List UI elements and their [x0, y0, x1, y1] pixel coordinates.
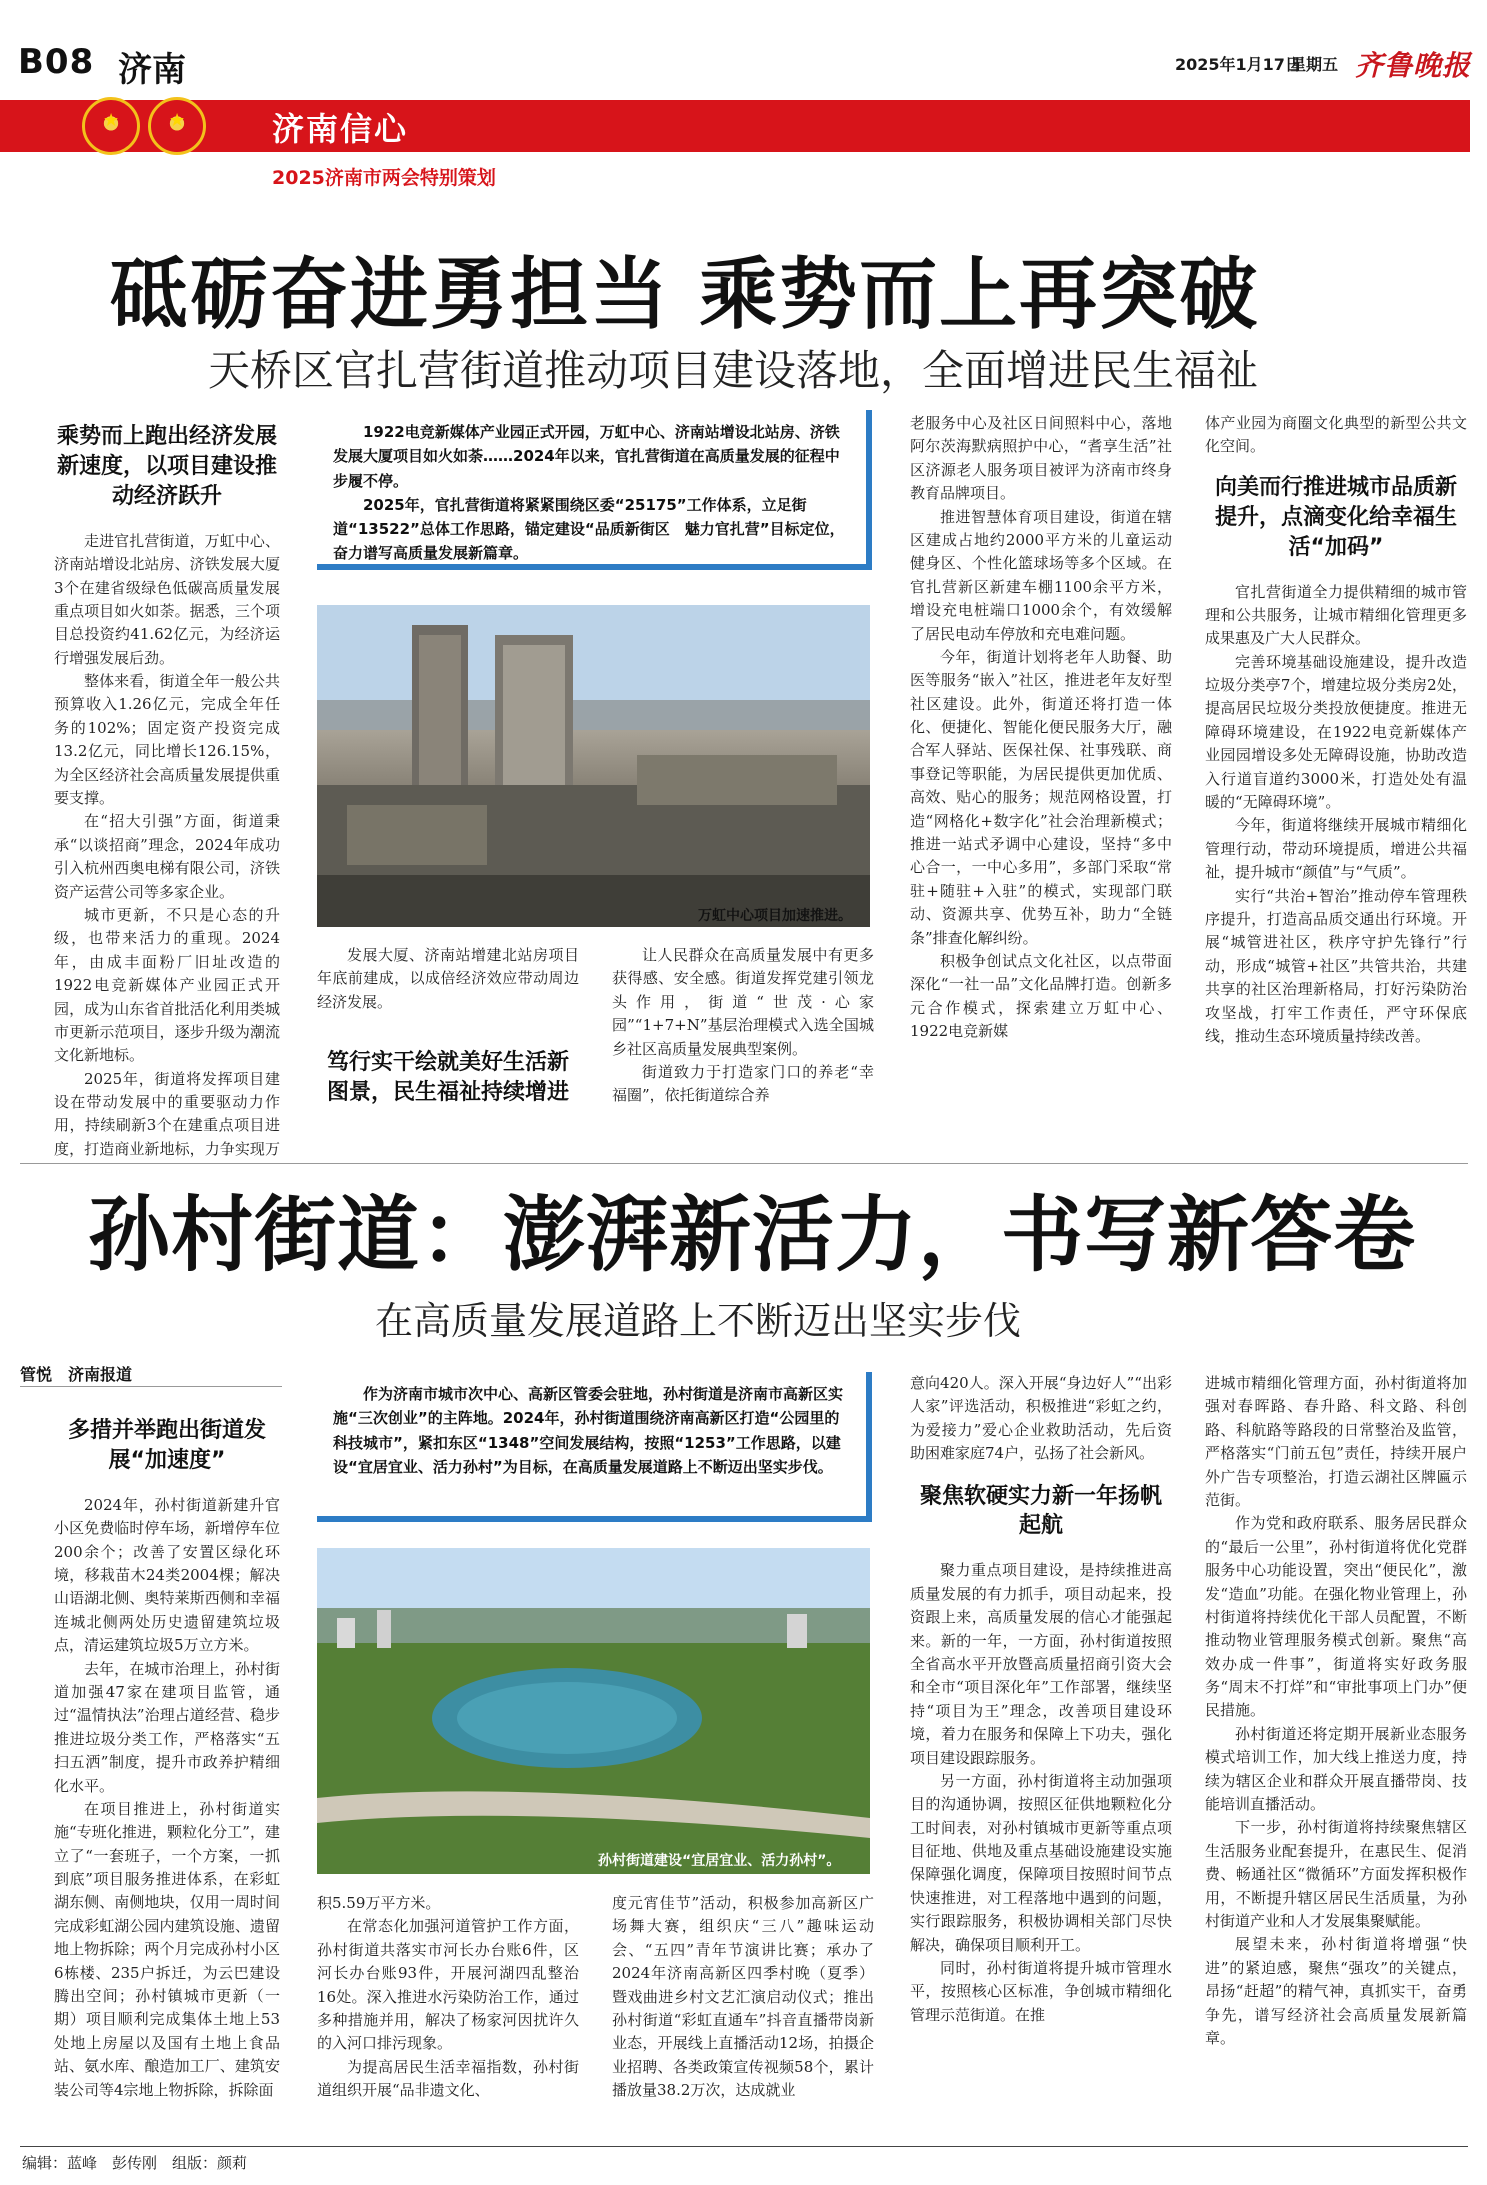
story1-column-2 [317, 944, 579, 1159]
newspaper-masthead: 齐鲁晚报 [1355, 49, 1472, 82]
section-banner [0, 100, 1470, 152]
story2-paragraph: 进城市精细化管理方面，孙村街道将加强对春晖路、春升路、科文路、科创路、科航路等路段的日常整治及监管，严格落实“门前五包”责任，持续开展户外广告专项整治，打造云湖社区牌匾示范街。 [1205, 1374, 1467, 1509]
story1-paragraph: 在“招大引强”方面，街道秉承“以谈招商”理念，2024年成功引入杭州西奥电梯有限公司，济铁资产运营公司等多家企业。 [54, 812, 280, 901]
story-divider [20, 1163, 1468, 1164]
story2-column-1 [54, 1412, 280, 2136]
story1-paragraph: 推进智慧体育项目建设，街道在辖区建成占地约2000平方米的儿童运动健身区、个性化篮球场等多个区域。在官扎营新区新建车棚1100余平方米，增设充电桩端口1000余个，有效缓解了居民电动车停放和充电难问题。 [910, 507, 1172, 643]
editor-credits: 编辑：蓝峰 彭传刚 组版：颜莉 [22, 2154, 248, 2172]
story2-paragraph: 在常态化加强河道管护工作方面，孙村街道共落实市河长办台账6件，区河长办台账93件，开展河湖四乱整治16处。深入推进水污染防治工作，通过多种措施并用，解决了杨家河因扰许久的入河口排污现象。 [317, 1917, 579, 2053]
story1-lead-para: 1922电竞新媒体产业园正式开园，万虹中心、济南站增设北站房、济铁发展大厦项目如火如荼……2024年以来，官扎营街道在高质量发展的征程中步履不停。 [333, 423, 840, 490]
story1-lead-para: 2025年，官扎营街道将紧紧围绕区委“25175”工作体系，立足街道“13522”总体工作思路，锚定建设“品质新街区 魅力官扎营”目标定位，奋力谱写高质量发展新篇章。 [333, 495, 845, 563]
story2-lead-box [317, 1372, 872, 1522]
story1-col1-subheading: 乘势而上跑出经济发展新速度，以项目建设推动经济跃升 [56, 424, 277, 509]
story1-paragraph: 体产业园为商圈文化典型的新型公共文化空间。 [1205, 414, 1467, 456]
story1-column-1 [54, 418, 280, 1158]
story2-paragraph: 积5.59万平方米。 [317, 1894, 441, 1912]
footer-divider [20, 2146, 1468, 2147]
story2-col4-subheading: 聚焦软硬实力新一年扬帆起航 [919, 1483, 1162, 1539]
story2-paragraph: 2024年，孙村街道新建升官小区免费临时停车场，新增停车位200余个；改善了安置区绿化环境，移栽苗木24类2004棵；解决山语湖北侧、奥特莱斯西侧和幸福连城北侧两处历史遗留建筑垃圾点，清运建筑垃圾5万立方米。 [54, 1495, 280, 1655]
story1-paragraph: 老服务中心及社区日间照料中心，落地阿尔茨海默病照护中心，“耆享生活”社区济源老人服务项目被评为济南市终身教育品牌项目。 [910, 414, 1172, 503]
story2-column-5 [1205, 1372, 1467, 2136]
story2-paragraph: 在项目推进上，孙村街道实施“专班化推进，颗粒化分工”，建立了“一套班子，一个方案，一抓到底”项目服务推进体系，在彩虹湖东侧、南侧地块，仅用一周时间完成彩虹湖公园内建筑设施、遗留地上物拆除；两个月完成孙村小区6栋楼、235户拆迁，为云巴建设腾出空间；孙村镇城市更新（一期）项目顺利完成集体土地上53处地上房屋以及国有土地上食品站、氨水库、酿造加工厂、建筑安装公司等4宗地上物拆除，拆除面 [54, 1799, 280, 2099]
byline-divider [20, 1386, 282, 1387]
story2-byline: 管悦 济南报道 [20, 1365, 133, 1384]
story2-lead-para: 作为济南市城市次中心、高新区管委会驻地，孙村街道是济南市高新区实施“三次创业”的主阵地。2024年，孙村街道围绕济南高新区打造“公园里的科技城市”，紧扣东区“1348”空间发展结构，按照“1253”工作思路，以建设“宜居宜业、活力孙村”为目标，在高质量发展道路上不断迈出坚实步伐。 [333, 1385, 844, 1476]
story1-col5-subheading: 向美而行推进城市品质新提升，点滴变化给幸福生活“加码” [1214, 474, 1457, 560]
story1-paragraph: 让人民群众在高质量发展中有更多获得感、安全感。街道发挥党建引领龙头作用，街道“世茂·心家园”“1+7+N”基层治理模式入选全国城乡社区高质量发展典型案例。 [612, 946, 874, 1058]
story1-photo-caption: 万虹中心项目加速推进。 [698, 908, 852, 924]
story1-paragraph: 走进官扎营街道，万虹中心、济南站增设北站房、济铁发展大厦3个在建省级绿色低碳高质量发展重点项目如火如荼。据悉，三个项目总投资约41.62亿元，为经济运行增强发展后劲。 [54, 531, 280, 667]
story2-paragraph: 作为党和政府联系、服务居民群众的“最后一公里”，孙村街道将优化党群服务中心功能设置，突出“便民化”，激发“造血”功能。在强化物业管理上，孙村街道将持续优化干部人员配置，不断推动物业管理服务模式创新。聚焦“高效办成一件事”，街道将实好政务服务“周末不打烊”和“审批事项上门办”便民措施。 [1205, 1514, 1467, 1720]
story2-paragraph: 下一步，孙村街道将持续聚焦辖区生活服务业配套提升，在惠民生、促消费、畅通社区“微循环”方面发挥积极作用，不断提升辖区居民生活质量，为孙村街道产业和人才发展集聚赋能。 [1205, 1818, 1467, 1930]
story2-paragraph: 去年，在城市治理上，孙村街道加强47家在建项目监管，通过“温情执法”治理占道经营、稳步推进垃圾分类工作，严格落实“五扫五洒”制度，提升市政养护精细化水平。 [54, 1659, 280, 1795]
story2-photo-caption: 孙村街道建设“宜居宜业、活力孙村”。 [598, 1853, 841, 1869]
story1-paragraph: 整体来看，街道全年一般公共预算收入1.26亿元，完成全年任务的102%；固定资产投资完成13.2亿元，同比增长126.15%，为全区经济社会高质量发展提供重要支撑。 [54, 672, 280, 808]
story1-col2-subheading: 笃行实干绘就美好生活新图景，民生福祉持续增进 [326, 1050, 569, 1106]
story1-column-4 [910, 412, 1172, 1160]
story2-paragraph: 另一方面，孙村街道将主动加强项目的沟通协调，按照区征供地颗粒化分工时间表，对孙村镇城市更新等重点项目征地、供地及重点基础设施建设实施保障强化调度，保障项目按照时间节点快速推进，对工程落地中遇到的问题，实行跟踪服务，积极协调相关部门尽快解决，确保项目顺利开工。 [910, 1771, 1172, 1954]
story2-column-4 [910, 1372, 1172, 2136]
national-emblem-icon: ★ [82, 97, 140, 155]
issue-weekday: 星期五 [1290, 55, 1339, 74]
story2-column-2 [317, 1892, 579, 2136]
story1-paragraph: 完善环境基础设施建设，提升改造垃圾分类亭7个，增建垃圾分类房2处，提高居民垃圾分类投放便捷度。推进无障碍环境建设，在1922电竞新媒体产业园园增设多处无障碍设施，协助改造入行道盲道约3000米，打造处处有温暖的“无障碍环境”。 [1205, 652, 1467, 812]
story2-paragraph: 意向420人。深入开展“身边好人”“出彩人家”评选活动，积极推进“彩虹之约，为爱接力”爱心企业救助活动，先后资助困难家庭74户，弘扬了社会新风。 [910, 1374, 1172, 1463]
story2-paragraph: 聚力重点项目建设，是持续推进高质量发展的有力抓手，项目动起来，投资跟上来，高质量发展的信心才能强起来。新的一年，一方面，孙村街道按照全省高水平开放暨高质量招商引资大会和全市“项目深化年”工作部署，继续坚持“项目为王”理念，改善项目建设环境，着力在服务和保障上下功夫，强化项目建设跟踪服务。 [910, 1561, 1172, 1767]
story1-paragraph: 积极争创试点文化社区，以点带面深化“一社一品”文化品牌打造。创新多元合作模式，探索建立万虹中心、1922电竞新媒 [910, 951, 1172, 1041]
section-subtitle: 2025济南市两会特别策划 [272, 167, 496, 189]
story1-paragraph: 城市更新，不只是心态的升级，也带来活力的重现。2024年，由成丰面粉厂旧址改造的1922电竞新媒体产业园正式开园，成为山东省首批活化利用类城市更新示范项目，逐步升级为潮流文化新地标。 [54, 905, 280, 1065]
section-title: 济南信心 [272, 110, 409, 148]
story1-lead-box [317, 410, 872, 570]
cppcc-emblem-icon: ★ [148, 97, 206, 155]
issue-date: 2025年1月17日 [1175, 55, 1301, 74]
story1-column-5 [1205, 412, 1467, 1160]
story1-paragraph: 街道致力于打造家门口的养老“幸福圈”，依托街道综合养 [612, 1062, 874, 1105]
story1-headline: 砥砺奋进勇担当 乘势而上再突破 [110, 249, 1260, 340]
story1-subhead: 天桥区官扎营街道推动项目建设落地，全面增进民生福祉 [208, 346, 1259, 395]
story2-photo [317, 1548, 870, 1874]
story1-paragraph: 实行“共治+智治”推动停车管理秩序提升，打造高品质交通出行环境。开展“城管进社区，秩序守护先锋行”行动，形成“城管+社区”共管共治，共建共享的社区治理新格局，打好污染防治攻坚战，打牢工作责任，严守环保底线，推动生态环境质量持续改善。 [1205, 886, 1467, 1045]
story2-headline: 孙村街道：澎湃新活力，书写新答卷 [88, 1187, 1417, 1283]
story1-column-3 [612, 944, 874, 1159]
page-code: B08 [18, 42, 95, 82]
story2-column-3 [612, 1892, 874, 2136]
story2-paragraph: 同时，孙村街道将提升城市管理水平，按照核心区标准，争创城市精细化管理示范街道。在推 [910, 1959, 1172, 2024]
story2-paragraph: 为提高居民生活幸福指数，孙村街道组织开展“品非遗文化、 [317, 2057, 579, 2100]
story1-paragraph: 2025年，街道将发挥项目建设在带动发展中的重要驱动力作用，持续刷新3个在建重点项目进度，打造商业新地标，力争实现万 [54, 1069, 280, 1158]
story2-col1-subheading: 多措并举跑出街道发展“加速度” [67, 1418, 266, 1473]
story1-paragraph: 今年，街道计划将老年人助餐、助医等服务“嵌入”社区，推进老年友好型社区建设。此外，街道还将打造一体化、便捷化、智能化便民服务大厅，融合军人驿站、医保社保、社事残联、商事登记等职能，为居民提供更加优质、高效、贴心的服务；规范网格设置，打造“网格化+数字化”社会治理新模式；推进一站式矛调中心建设，坚持“多中心合一，一中心多用”，多部门采取“常驻+随驻+入驻”的模式，实现部门联动、资源共享、优势互补，助力“全链条”排查化解纠纷。 [910, 647, 1172, 947]
story1-photo [317, 605, 870, 927]
story2-paragraph: 度元宵佳节”活动，积极参加高新区广场舞大赛，组织庆“三八”趣味运动会、“五四”青年节演讲比赛；承办了2024年济南高新区四季村晚（夏季）暨戏曲进乡村文艺汇演启动仪式；推出孙村街道“彩虹直通车”抖音直播带岗新业态，开展线上直播活动12场，拍摄企业招聘、各类政策宣传视频58个，累计播放量38.2万次，达成就业 [612, 1894, 874, 2100]
page-section-city: 济南 [118, 50, 186, 90]
story2-paragraph: 孙村街道还将定期开展新业态服务模式培训工作，加大线上推送力度，持续为辖区企业和群众开展直播带岗、技能培训直播活动。 [1205, 1724, 1467, 1814]
story1-paragraph: 官扎营街道全力提供精细的城市管理和公共服务，让城市精细化管理更多成果惠及广大人民群众。 [1205, 582, 1467, 648]
story1-paragraph: 发展大厦、济南站增建北站房项目年底前建成，以成倍经济效应带动周边经济发展。 [317, 946, 579, 1011]
story2-paragraph: 展望未来，孙村街道将增强“快进”的紧迫感，聚焦“强攻”的关键点，昂扬“赶超”的精气神，真抓实干，奋勇争先，谱写经济社会高质量发展新篇章。 [1205, 1935, 1467, 2047]
story1-paragraph: 今年，街道将继续开展城市精细化管理行动，带动环境提质，增进公共福祉，提升城市“颜值”与“气质”。 [1205, 816, 1467, 882]
story2-subhead: 在高质量发展道路上不断迈出坚实步伐 [375, 1299, 1022, 1343]
